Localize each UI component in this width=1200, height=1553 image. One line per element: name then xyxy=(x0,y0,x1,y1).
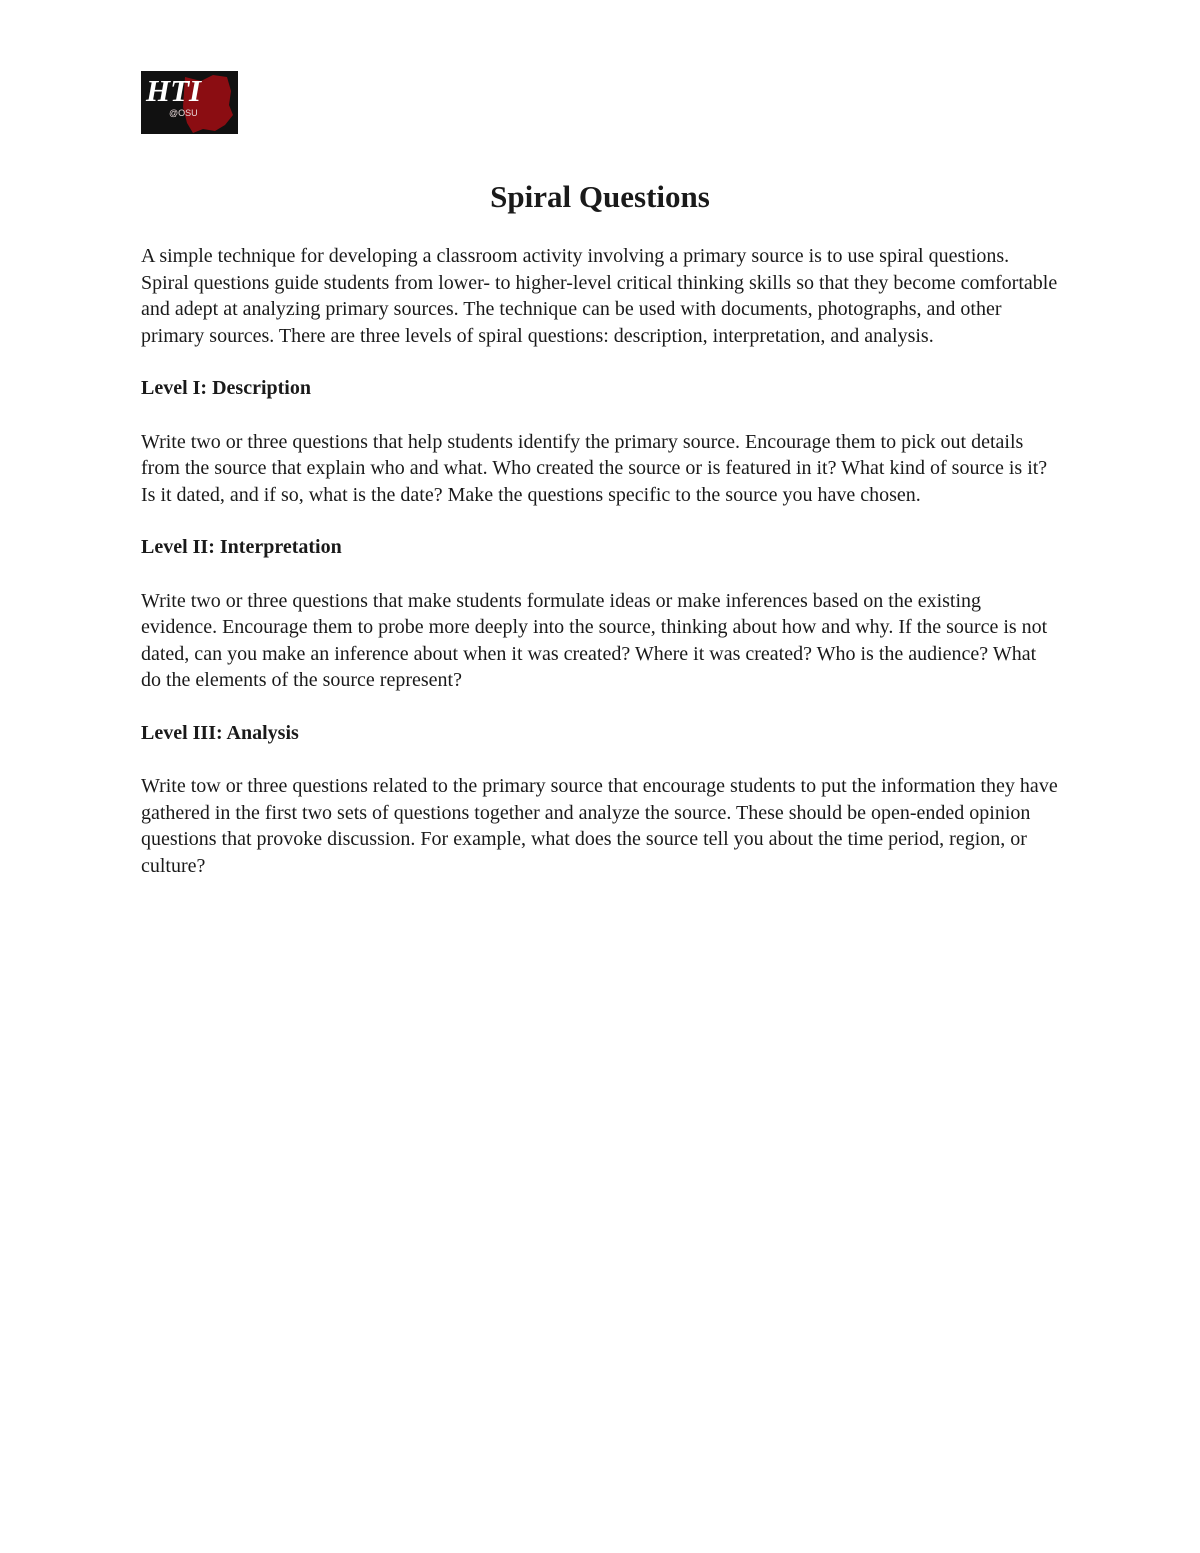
page-title: Spiral Questions xyxy=(490,179,710,214)
logo-sub-text: @OSU xyxy=(169,108,198,118)
section-heading-level-3: Level III: Analysis xyxy=(141,721,299,744)
section-heading-level-1: Level I: Description xyxy=(141,377,311,399)
logo-main-text: HTI xyxy=(146,73,202,108)
hti-osu-logo xyxy=(141,71,238,134)
section-body-level-1: Write two or three questions that help students identify the primary source. Encourage them to pick out details from the source that explain who and what. Who created the source or is featured in it? What kind of source is it? Is it dated, and if so, what is the date? Make the questions specific to the source you have chosen. xyxy=(141,430,1048,506)
section-body-level-2: Write two or three questions that make students formulate ideas or make inferences based on the existing evidence. Encourage them to probe more deeply into the source, thinking about how and why. If the source is not dated, can you make an inference about when it was created? Where it was created? Who is the audience? What do the elements of the source represent? xyxy=(141,589,1048,691)
section-heading-level-2: Level II: Interpretation xyxy=(141,536,342,558)
document-body xyxy=(141,243,1061,879)
section-body-level-3: Write tow or three questions related to the primary source that encourage students to put the information they have gathered in the first two sets of questions together and analyze the source. These should be open-ended opinion questions that provoke discussion. For example, what does the source tell you about the time period, region, or culture? xyxy=(141,775,1058,877)
intro-paragraph: A simple technique for developing a classroom activity involving a primary source is to use spiral questions. Spiral questions guide students from lower- to higher-level critical thinking skills so that they become comfortable and adept at analyzing primary sources. The technique can be used with documents, photographs, and other primary sources. There are three levels of spiral questions: description, interpretation, and analysis. xyxy=(141,245,1058,347)
